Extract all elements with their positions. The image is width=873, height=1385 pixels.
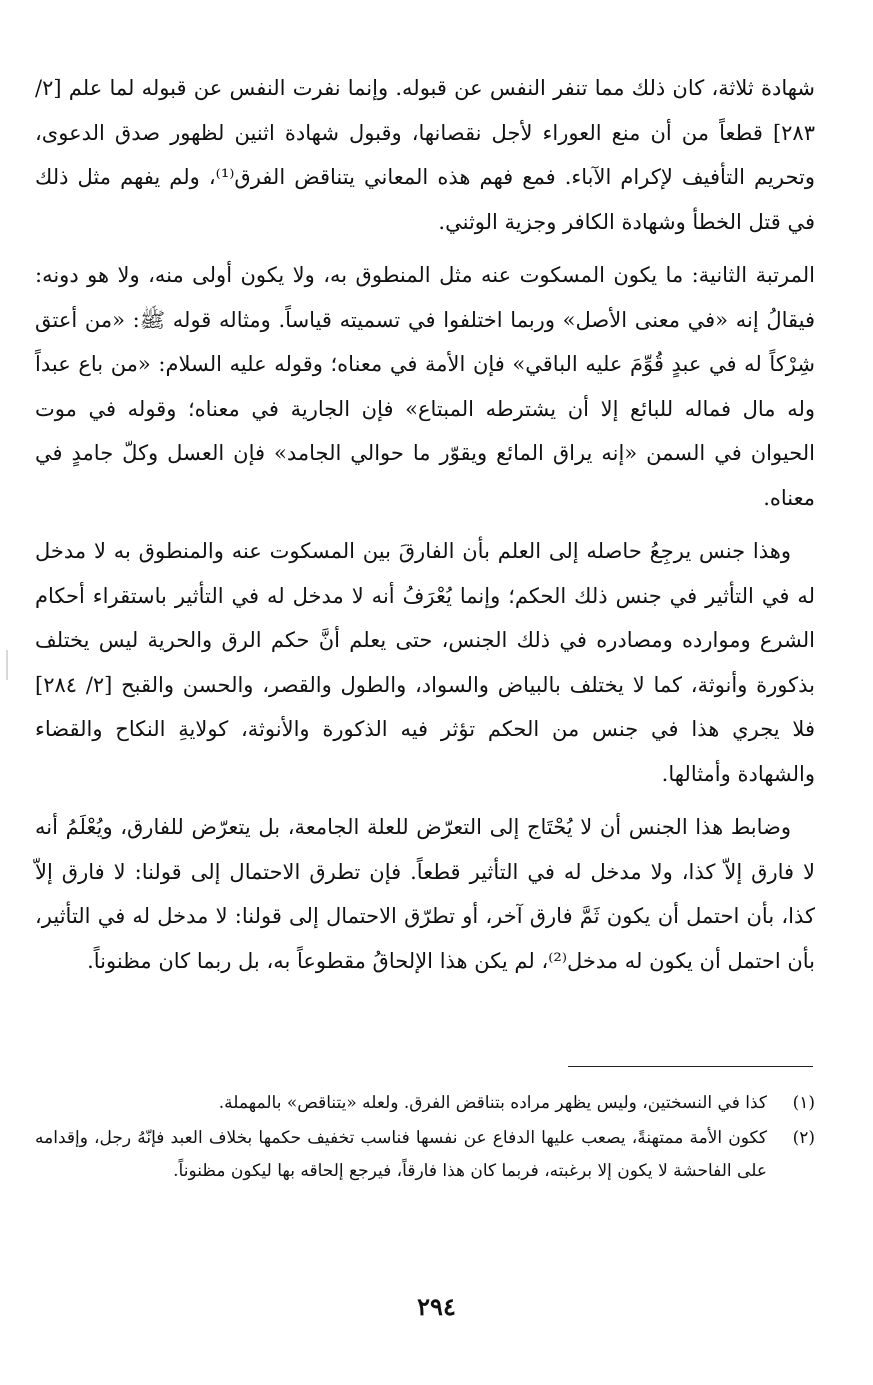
paragraph-3: وهذا جنس يرجِعُ حاصله إلى العلم بأن الفارقَ بين المسكوت عنه والمنطوق به لا مدخل له في التأثير في جنس ذلك الحكم؛ وإنما يُعْرَفُ أنه لا مدخل له في التأثير باستقراء أحكام الشرع وموارده ومصادره في ذلك الجنس، حتى يعلم أنَّ حكم الرق والحرية ليس يختلف بذكورة وأنوثة، كما لا يختلف بالبياض والسواد، والطول والقصر، والحسن والقبح [٢/ ٢٨٤] فلا يجري هذا في جنس من الحكم تؤثر فيه الذكورة والأنوثة، كولايةِ النكاح والقضاء والشهادة وأمثالها. — [35, 539, 815, 786]
footnote-divider — [568, 1066, 813, 1067]
footnote-2-number: (٢) — [792, 1128, 815, 1148]
footnote-1-text: كذا في النسختين، وليس يظهر مراده بتناقض الفرق. ولعله «يتناقص» بالمهملة. — [218, 1093, 767, 1113]
paragraph-4: وضابط هذا الجنس أن لا يُحْتَاج إلى التعرّض للعلة الجامعة، بل يتعرّض للفارق، ويُعْلَمُ أنه لا فارق إلاّ كذا، ولا مدخل له في التأثير قطعاً. فإن تطرق الاحتمال إلى قولنا: لا فارق إلاّ كذا، بأن احتمل أن يكون ثَمَّ فارق آخر، أو تطرّق الاحتمال إلى قولنا: لا مدخل له في التأثير، بأن احتمل أن يكون له مدخل⁽²⁾، لم يكن هذا الإلحاقُ مقطوعاً به، بل ربما كان مظنوناً. — [35, 815, 815, 973]
paragraph-1: شهادة ثلاثة، كان ذلك مما تنفر النفس عن قبوله. وإنما نفرت النفس عن قبوله لما علم [٢/ ٢٨٣] قطعاً من أن منع العوراء لأجل نقصانها، وقبول شهادة اثنين لظهور صدق الدعوى، وتحريم التأفيف لإكرام الآباء. فمع فهم هذه المعاني يتناقض الفرق⁽¹⁾، ولم يفهم مثل ذلك في قتل الخطأ وشهادة الكافر وجزية الوثني. — [35, 76, 815, 234]
page-number: ٢٩٤ — [417, 1292, 456, 1321]
footnote-2 — [35, 1122, 815, 1188]
footnote-2-text: ككون الأمة ممتهنةً، يصعب عليها الدفاع عن نفسها فناسب تخفيف حكمها بخلاف العبد فإنّهُ رجل، وإقدامه على الفاحشة لا يكون إلا برغبته، فربما كان هذا فارقاً، فيرجع إلحاقه بها ليكون مظنوناً. — [35, 1128, 767, 1181]
footnote-1 — [35, 1087, 815, 1120]
main-text — [35, 66, 815, 992]
footnotes — [35, 1087, 815, 1190]
scan-edge-mark — [6, 650, 8, 680]
footnote-1-number: (١) — [792, 1093, 815, 1113]
paragraph-2: المرتبة الثانية: ما يكون المسكوت عنه مثل المنطوق به، ولا يكون أولى منه، ولا هو دونه: فيقالُ إنه «في معنى الأصل» وربما اختلفوا في تسميته قياساً. ومثاله قوله ﷺ: «من أعتق شِرْكاً له في عبدٍ قُوِّمَ عليه الباقي» فإن الأمة في معناه؛ وقوله عليه السلام: «من باع عبداً وله مال فماله للبائع إلا أن يشترطه المبتاع» فإن الجارية في معناه؛ وقوله في موت الحيوان في السمن «إنه يراق المائع ويقوّر ما حوالي الجامد» فإن العسل وكلّ جامدٍ في معناه. — [35, 263, 815, 510]
